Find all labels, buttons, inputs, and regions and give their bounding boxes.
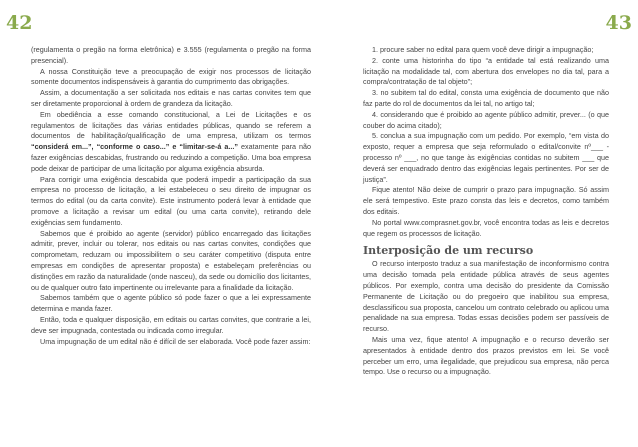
paragraph: Sabemos que é proibido ao agente (servidor) público encarregado das licitações admitir, prever, incluir ou tolerar, nos editais ou nas cartas convites, condições que comprometam, reduzam ou impossibilitem o seu caráter competitivo (disputa entre empresas em condições de apresentar proposta) e estabeleçam preferências ou distinções em razão da naturalidade (onde nasceu), da sede ou domicílio dos licitantes, ou de qualquer outro fato impertinente ou irrelevante para a finalidade da licitação.: [31, 228, 311, 292]
list-item: 2. conte uma historinha do tipo “a entidade tal está realizando uma licitação na modalidade tal, com abertura dos envelopes no dia tal, para a compra/contratação de tal objeto”;: [363, 55, 609, 87]
paragraph: Para corrigir uma exigência descabida que poderá impedir a participação da sua empresa no processo de licitação, a lei estabeleceu o seu direito de impugnar os termos do edital (ou da carta convite). Este instrumento poderá levar à entidade que promove a licitação a revisar um edital (ou uma carta convite), retirando dele exigências sem fundamento.: [31, 174, 311, 227]
quoted-terms: “considerá em...”, “conforme o caso...” e “limitar-se-á a...”: [31, 142, 238, 152]
paragraph-text: exatamente para não fazer exigências descabidas, frustrando ou reduzindo a competição. Uma boa empresa pode deixar de participar de uma licitação por alguma exigência absurda.: [31, 142, 311, 173]
paragraph: O recurso interposto traduz a sua manifestação de inconformismo contra uma decisão tomada pela entidade pública através de seus agentes públicos. Por exemplo, contra uma decisão do presidente da Comissão Permanente de Licitação ou do pregoeiro que inabilitou sua empresa, desclassificou sua proposta, cancelou um contrato celebrado ou aplicou uma penalidade na sua empresa. Todas essas decisões podem ser passíveis de recurso.: [363, 259, 609, 334]
paragraph: Sabemos também que o agente público só pode fazer o que a lei expressamente determina e manda fazer.: [31, 293, 311, 314]
paragraph: Assim, a documentação a ser solicitada nos editais e nas cartas convites tem que ser diretamente proporcional à ordem de grandeza da licitação.: [31, 88, 311, 108]
left-page-column: [31, 45, 311, 347]
right-page-column: [363, 45, 609, 378]
paragraph-text: Em obediência a esse comando constitucional, a Lei de Licitações e os regulamentos de licitações das várias entidades públicas, quando se referem a documentos de habilitação/qualificação de uma empresa, utilizam os termos: [31, 109, 311, 141]
paragraph: [31, 110, 311, 175]
list-item: 3. no subitem tal do edital, consta uma exigência de documento que não faz parte do rol de documentos da lei tal, no artigo tal;: [363, 88, 609, 108]
paragraph: A nossa Constituição teve a preocupação de exigir nos processos de licitação somente documentos indispensáveis à garantia do cumprimento das obrigações.: [31, 66, 311, 87]
page-number-right: 43: [605, 12, 632, 34]
section-heading: Interposição de um recurso: [363, 244, 534, 258]
list-item: 1. procure saber no edital para quem você deve dirigir a impugnação;: [372, 45, 594, 54]
paragraph: No portal www.comprasnet.gov.br, você encontra todas as leis e decretos que regem os processos de licitação.: [363, 217, 609, 238]
paragraph: Uma impugnação de um edital não é difícil de ser elaborada. Você pode fazer assim:: [40, 336, 311, 346]
list-item: 4. considerando que é proibido ao agente público admitir, prever... (o que couber do acima citado);: [363, 109, 609, 130]
page-number-left: 42: [6, 12, 33, 34]
paragraph: Mais uma vez, fique atento! A impugnação e o recurso deverão ser apresentados à entidade dentro dos prazos previstos em lei. Se você perceber um erro, uma ilegalidade, que prejudicou sua empresa, não perca tempo. Use o recurso ou a impugnação.: [363, 334, 609, 377]
list-item: 5. conclua a sua impugnação com um pedido. Por exemplo, “em vista do exposto, requer a empresa que seja reformulado o edital/convite nº___ - processo nº ___, no que tange às exigências contidas no subitem ___ que deverá ser enquadrado dentro das exigências legais pertinentes. Por ser de justiça”.: [363, 131, 609, 184]
paragraph: Então, toda e qualquer disposição, em editais ou cartas convites, que contrarie a lei, deve ser impugnada, contestada ou indicada como irregular.: [31, 314, 311, 335]
paragraph: Fique atento! Não deixe de cumprir o prazo para impugnação. Só assim ele será tempestivo. Este prazo consta das leis e decretos, como também dos editais.: [363, 185, 609, 216]
paragraph: (regulamenta o pregão na forma eletrônica) e 3.555 (regulamenta o pregão na forma presencial).: [31, 45, 311, 65]
